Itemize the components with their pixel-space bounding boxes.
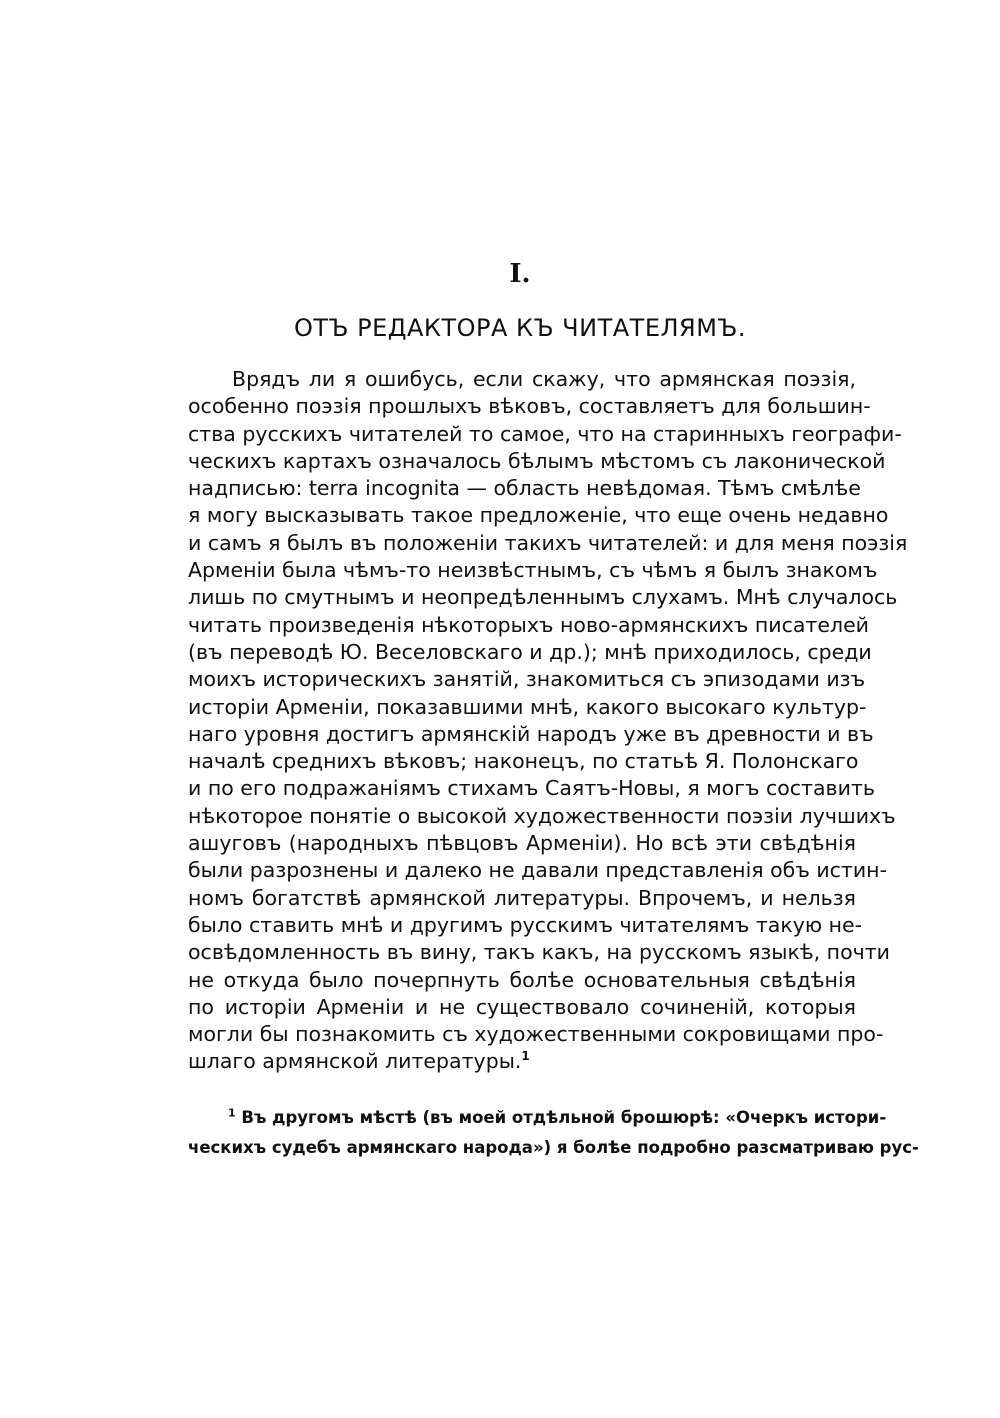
text-line: читать произведенія нѣкоторыхъ ново-армянскихъ писателей — [188, 612, 870, 637]
chapter-title: ОТЪ РЕДАКТОРА КЪ ЧИТАТЕЛЯМЪ. — [293, 314, 747, 342]
text-line: (въ переводѣ Ю. Веселовскаго и др.); мнѣ приходилось, среди — [188, 639, 872, 664]
text-line: наго уровня достигъ армянскій народъ уже въ древности и въ — [188, 721, 874, 746]
text-line: особенно поэзія прошлыхъ вѣковъ, составляетъ для большин- — [188, 394, 871, 419]
footnote — [188, 1103, 919, 1163]
text-line: Врядъ ли я ошибусь, если скажу, что армянская поэзія, — [232, 367, 856, 391]
footnote-line: ческихъ судебъ армянскаго народа») я болѣе подробно разсматриваю рус- — [188, 1138, 919, 1157]
body-paragraph — [188, 366, 908, 1076]
text-line: могли бы познакомить съ художественными сокровищами про- — [188, 1022, 884, 1047]
text-line: нѣкоторое понятіе о высокой художественности поэзіи лучшихъ — [188, 803, 896, 828]
text-line: по исторіи Арменіи и не существовало сочиненій, которыя — [188, 994, 856, 1019]
text-line: началѣ среднихъ вѣковъ; наконецъ, по статьѣ Я. Полонскаго — [188, 749, 859, 774]
footnote-reference[interactable]: 1 — [521, 1049, 530, 1064]
chapter-number: I. — [509, 259, 531, 289]
text-line: моихъ историческихъ занятій, знакомиться съ эпизодами изъ — [188, 667, 866, 692]
text-line: надписью: terra incognita — область невѣдомая. Тѣмъ смѣлѣе — [188, 476, 861, 501]
footnote-number: 1 — [228, 1106, 236, 1120]
text-line-content: шлаго армянской литературы. — [188, 1049, 522, 1074]
text-line: ашуговъ (народныхъ пѣвцовъ Арменіи). Но всѣ эти свѣдѣнія — [188, 831, 856, 856]
text-line: было ставить мнѣ и другимъ русскимъ читателямъ такую не- — [188, 912, 863, 937]
text-line: номъ богатствѣ армянской литературы. Впрочемъ, и нельзя — [188, 885, 856, 910]
text-line: были разрознены и далеко не давали представленія объ истин- — [188, 858, 887, 883]
footnote-line — [188, 1103, 887, 1133]
footnote-text: Въ другомъ мѣстѣ (въ моей отдѣльной брошюрѣ: «Очеркъ истори- — [241, 1108, 887, 1127]
text-line: исторіи Арменіи, показавшими мнѣ, какого высокаго культур- — [188, 694, 867, 719]
text-line: и по его подражаніямъ стихамъ Саятъ-Новы, я могъ составить — [188, 776, 875, 801]
text-line: ческихъ картахъ означалось бѣлымъ мѣстомъ съ лаконической — [188, 448, 886, 473]
text-line: я могу высказывать такое предложеніе, что еще очень недавно — [188, 503, 889, 528]
text-line: и самъ я былъ въ положеніи такихъ читателей: и для меня поэзія — [188, 530, 908, 555]
text-line: ства русскихъ читателей то самое, что на старинныхъ географи- — [188, 421, 902, 446]
text-line-last — [188, 1048, 856, 1075]
text-line: Арменіи была чѣмъ-то неизвѣстнымъ, съ чѣмъ я былъ знакомъ — [188, 558, 878, 583]
text-line: освѣдомленность въ вину, такъ какъ, на русскомъ языкѣ, почти — [188, 940, 890, 965]
text-line: лишь по смутнымъ и неопредѣленнымъ слухамъ. Мнѣ случалось — [188, 585, 898, 610]
text-line: не откуда было почерпнуть болѣе основательныя свѣдѣнія — [188, 967, 856, 992]
